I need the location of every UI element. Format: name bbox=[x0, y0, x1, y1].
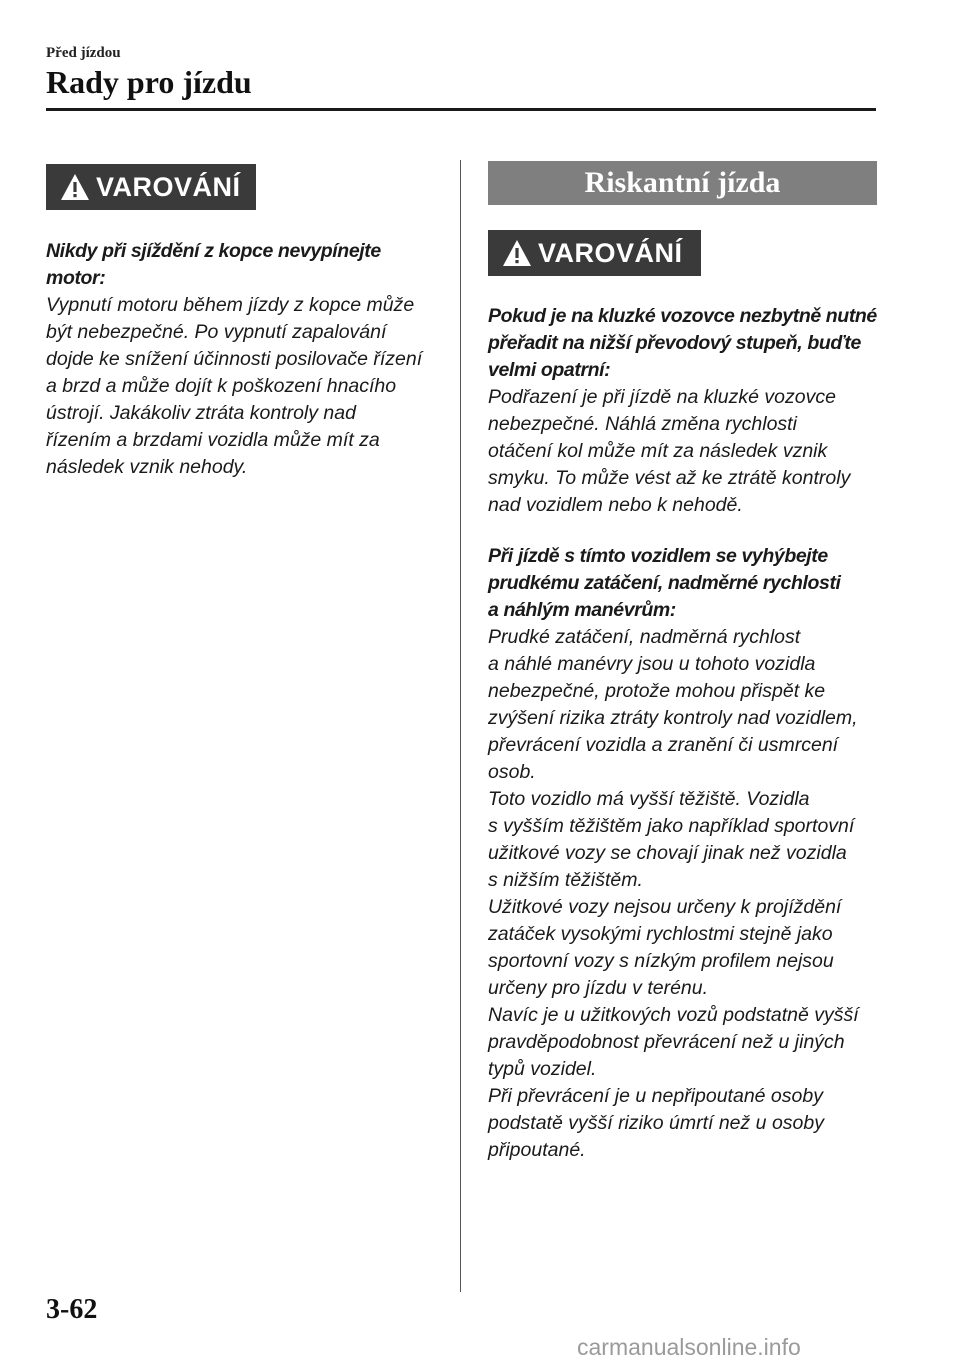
text-line-bold: velmi opatrní: bbox=[488, 359, 611, 381]
text-line: určeny pro jízdu v terénu. bbox=[488, 977, 709, 999]
text-line: zatáček vysokými rychlostmi stejně jako bbox=[488, 923, 833, 945]
title-rule bbox=[46, 108, 876, 111]
text-line: s nižším těžištěm. bbox=[488, 869, 643, 891]
section-heading-riskantni-jizda: Riskantní jízda bbox=[488, 161, 877, 205]
text-line: Toto vozidlo má vyšší těžiště. Vozidla bbox=[488, 788, 810, 810]
warning-box-right bbox=[488, 230, 701, 276]
text-line: a brzd a může dojít k poškození hnacího bbox=[46, 375, 397, 397]
text-line: připoutané. bbox=[488, 1139, 586, 1161]
section-label: Před jízdou bbox=[46, 45, 121, 61]
text-line: nad vozidlem nebo k nehodě. bbox=[488, 494, 743, 516]
text-line: nebezpečné, protože mohou přispět ke bbox=[488, 680, 826, 702]
text-line-bold: Pokud je na kluzké vozovce nezbytně nutné bbox=[488, 305, 877, 327]
right-warning-text-1 bbox=[488, 303, 888, 519]
text-line: smyku. To může vést až ke ztrátě kontroly bbox=[488, 467, 851, 489]
page-number: 3-62 bbox=[46, 1294, 98, 1325]
text-line: řízením a brzdami vozidla může mít za bbox=[46, 429, 380, 451]
warning-triangle-icon bbox=[60, 173, 90, 201]
watermark: carmanualsonline.info bbox=[577, 1334, 801, 1360]
warning-triangle-icon bbox=[502, 239, 532, 267]
text-line: a náhlé manévry jsou u tohoto vozidla bbox=[488, 653, 816, 675]
text-line: typů vozidel. bbox=[488, 1058, 597, 1080]
text-line: převrácení vozidla a zranění či usmrcení bbox=[488, 734, 839, 756]
text-line: Prudké zatáčení, nadměrná rychlost bbox=[488, 626, 801, 648]
text-line: sportovní vozy s nízkým profilem nejsou bbox=[488, 950, 834, 972]
text-line: otáčení kol může mít za následek vznik bbox=[488, 440, 828, 462]
text-line: Užitkové vozy nejsou určeny k projíždění bbox=[488, 896, 842, 918]
text-line: osob. bbox=[488, 761, 536, 783]
warning-box-left bbox=[46, 164, 256, 210]
text-line-bold: prudkému zatáčení, nadměrné rychlosti bbox=[488, 572, 841, 594]
page-title: Rady pro jízdu bbox=[46, 64, 252, 100]
text-line: ústrojí. Jakákoliv ztráta kontroly nad bbox=[46, 402, 356, 424]
column-divider bbox=[460, 160, 461, 1292]
text-line: dojde ke snížení účinnosti posilovače řízení bbox=[46, 348, 423, 370]
text-line-bold: motor: bbox=[46, 267, 106, 289]
text-line: nebezpečné. Náhlá změna rychlosti bbox=[488, 413, 797, 435]
text-line: Vypnutí motoru během jízdy z kopce může bbox=[46, 294, 415, 316]
warning-label: VAROVÁNÍ bbox=[96, 171, 241, 202]
warning-label: VAROVÁNÍ bbox=[538, 237, 683, 268]
text-line: být nebezpečné. Po vypnutí zapalování bbox=[46, 321, 387, 343]
text-line: podstatě vyšší riziko úmrtí než u osoby bbox=[488, 1112, 824, 1134]
right-warning-text-2 bbox=[488, 543, 888, 1164]
text-line: Navíc je u užitkových vozů podstatně vyšší bbox=[488, 1004, 859, 1026]
text-line: s vyšším těžištěm jako například sportovní bbox=[488, 815, 855, 837]
text-line: pravděpodobnost převrácení než u jiných bbox=[488, 1031, 845, 1053]
text-line-bold: přeřadit na nižší převodový stupeň, buďte bbox=[488, 332, 861, 354]
text-line-bold: Při jízdě s tímto vozidlem se vyhýbejte bbox=[488, 545, 828, 567]
text-line: následek vznik nehody. bbox=[46, 456, 248, 478]
text-line-bold: a náhlým manévrům: bbox=[488, 599, 676, 621]
left-warning-text bbox=[46, 238, 446, 481]
text-line-bold: Nikdy při sjíždění z kopce nevypínejte bbox=[46, 240, 381, 262]
text-line: Podřazení je při jízdě na kluzké vozovce bbox=[488, 386, 836, 408]
text-line: užitkové vozy se chovají jinak než vozidla bbox=[488, 842, 847, 864]
text-line: Při převrácení je u nepřipoutané osoby bbox=[488, 1085, 823, 1107]
text-line: zvýšení rizika ztráty kontroly nad vozidlem, bbox=[488, 707, 858, 729]
